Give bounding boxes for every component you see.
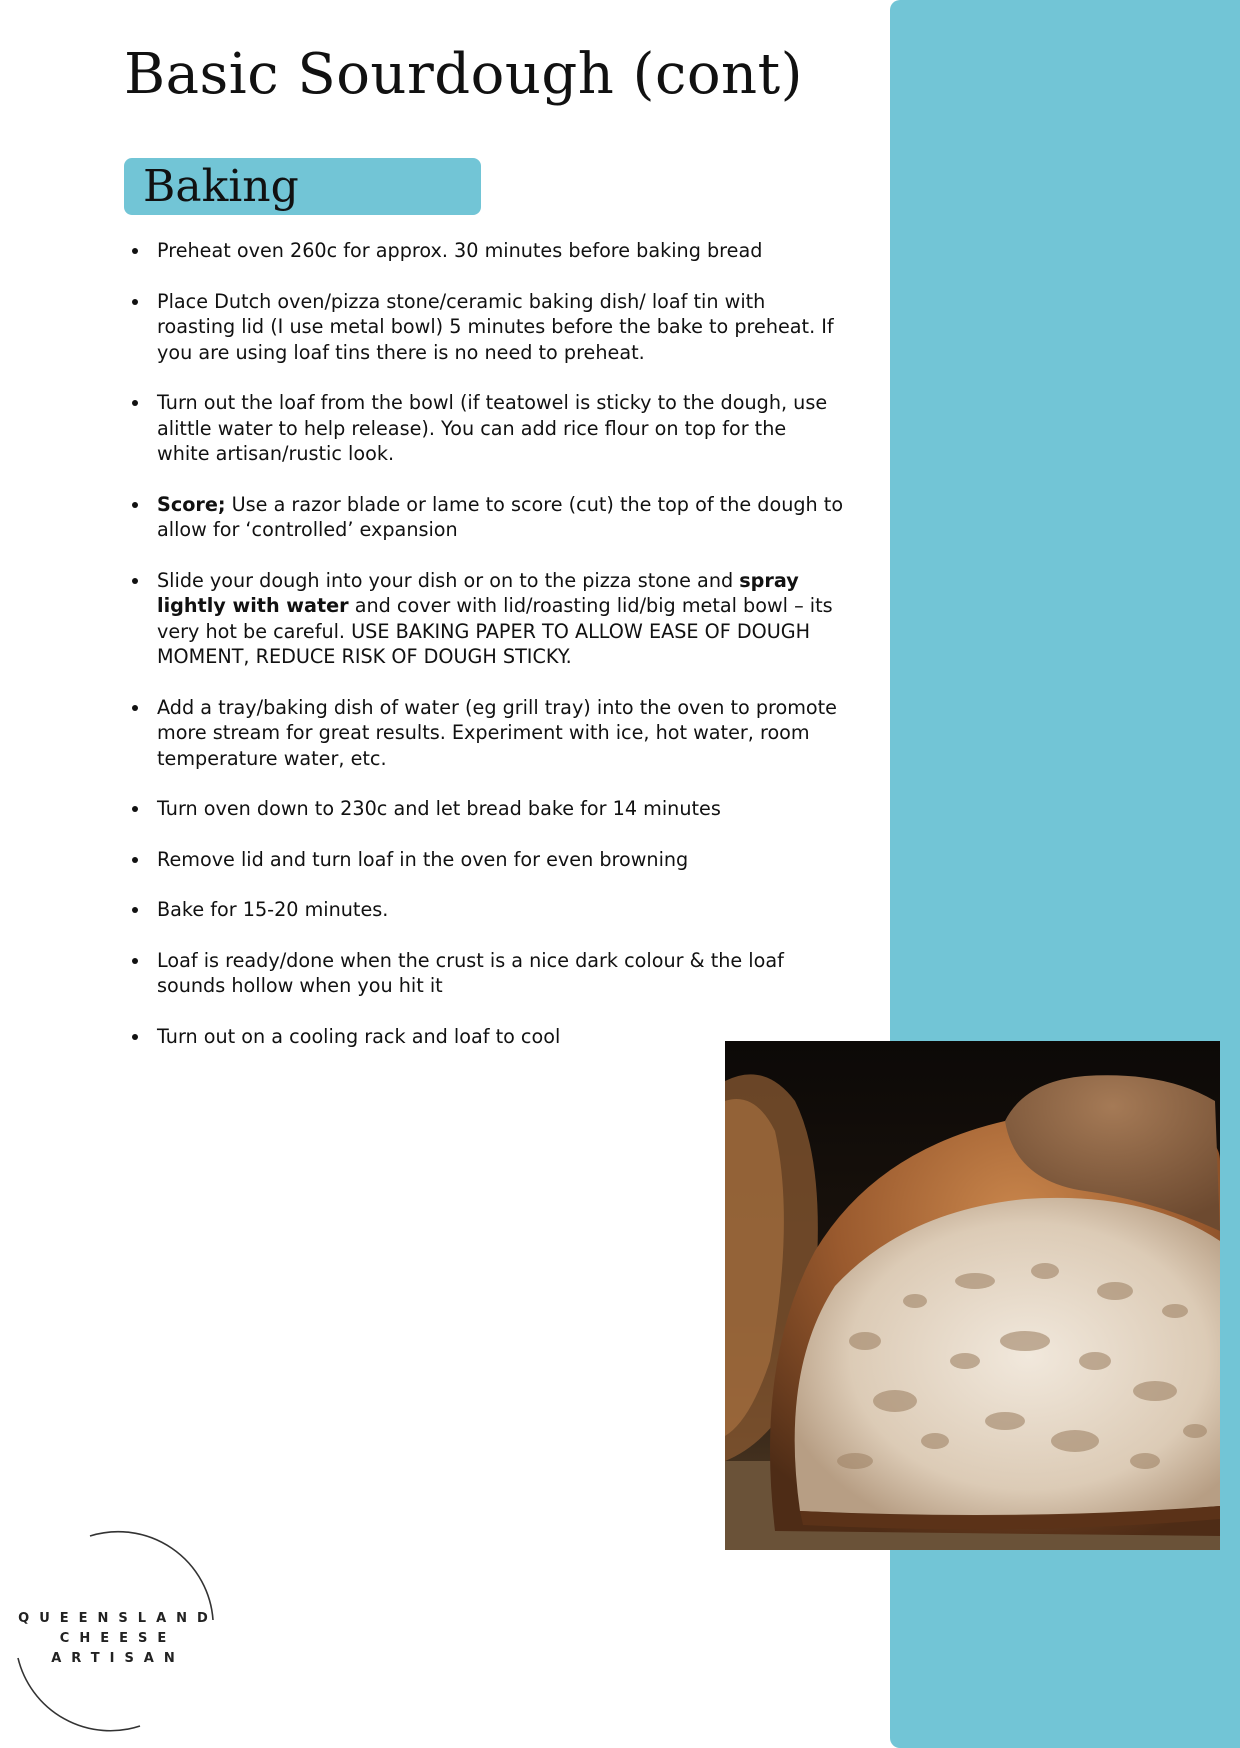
step-text: Bake for 15-20 minutes. <box>157 898 389 921</box>
step-text: and cover with lid/roasting lid/big metal bowl – its very hot be careful. USE BAKING PAPER TO ALLOW EASE OF DOUGH MOMENT, REDUCE RISK OF DOUGH STICKY. <box>157 594 833 668</box>
step-text: Turn out the loaf from the bowl (if teatowel is sticky to the dough, use alittle water to help release). You can add rice flour on top for the white artisan/rustic look. <box>157 391 828 465</box>
step-text: Remove lid and turn loaf in the oven for even browning <box>157 847 689 871</box>
sourdough-loaf-photo <box>725 1041 1220 1550</box>
list-item <box>124 390 844 467</box>
section-heading-box <box>124 158 481 215</box>
list-item <box>124 238 844 264</box>
step-text: Use a razor blade or lame to score (cut) the top of the dough to allow for ‘controlled’ expansion <box>157 492 844 541</box>
baking-steps-list <box>124 238 844 1074</box>
step-text: Slide your dough into your dish or on to the pizza stone and <box>157 568 740 592</box>
step-text: Place Dutch oven/pizza stone/ceramic baking dish/ loaf tin with roasting lid (I use metal bowl) 5 minutes before the bake to preheat. If you are using loaf tins there is no need to preheat. <box>157 289 834 364</box>
step-text: Turn oven down to 230c and let bread bake for 14 minutes <box>157 797 721 820</box>
list-item <box>124 289 844 366</box>
page-title: Basic Sourdough (cont) <box>124 42 803 107</box>
logo-arc-top <box>90 1532 213 1620</box>
list-item <box>124 847 844 873</box>
queensland-cheese-artisan-logo <box>10 1520 230 1740</box>
logo-text-line-1: QUEENSLAND <box>18 1611 218 1626</box>
step-bold-text: spray lightly with water <box>157 568 799 617</box>
list-item <box>124 695 844 772</box>
logo-arc-bottom <box>18 1658 140 1731</box>
step-text: Add a tray/baking dish of water (eg grill tray) into the oven to promote more stream for great results. Experiment with ice, hot water, room temperature water, etc. <box>157 695 837 770</box>
logo-text-line-3: ARTISAN <box>51 1651 185 1666</box>
list-item <box>124 948 844 999</box>
step-text: Loaf is ready/done when the crust is a nice dark colour & the loaf sounds hollow when you hit it <box>157 948 784 997</box>
step-text: Preheat oven 260c for approx. 30 minutes before baking bread <box>157 239 763 262</box>
step-text: Turn out on a cooling rack and loaf to cool <box>157 1024 561 1048</box>
list-item <box>124 492 844 543</box>
logo-text-line-2: CHEESE <box>59 1631 177 1646</box>
section-heading: Baking <box>143 161 299 212</box>
list-item <box>124 568 844 670</box>
step-bold-lead: Score; <box>157 492 226 516</box>
list-item <box>124 796 844 822</box>
list-item <box>124 897 844 923</box>
